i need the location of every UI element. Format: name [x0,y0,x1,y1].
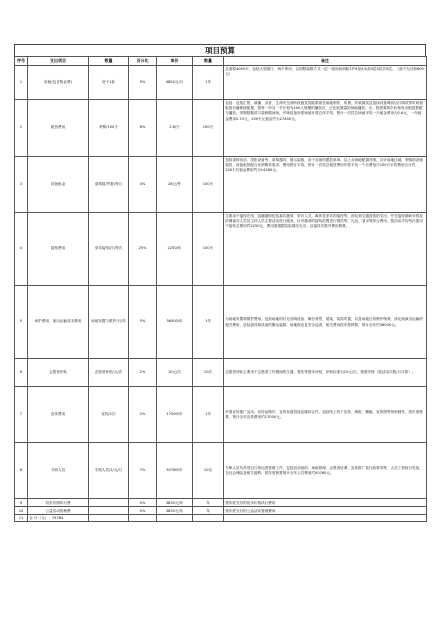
cell-quantity: 房子1套 [89,66,129,100]
cell-unit-price: 50760/年 [157,443,193,499]
cell-notes: 志愿者补贴主要用于志愿者工作期间的交通、餐饮等基本补贴，补贴标准为10元/次，按需安排（按活动次数/月计算）。 [224,359,427,387]
cell-item: 宣传费用 [28,387,89,443]
budget-sheet [14,44,426,522]
cell-percent [129,515,157,522]
cell-percent: 5% [129,507,157,515]
cell-count: 100天 [193,213,224,286]
cell-percent: 2% [129,359,157,387]
cell-index: 3 [15,157,28,213]
cell-unit-price: 10元/次 [157,359,193,387]
cell-unit-price: 3835元/年 [157,507,193,515]
cell-quantity [89,515,129,522]
cell-notes: 包括：包括汇报、演播、录音、生命安全消防设施及智能系统在场地制作，所谓、安装测试及选择设备调试运行调试等时间相配备台播系统配置，按每一份另一手计划为100人规模的播放区，已比较测量的场地播放、区、按需要和市价格发出租赁数据与播放，采购数据或与装修期间场，并调设备所需场地计算总体平均，预计一次性总场地平均一天租金费用为2.6元，一年租金费用2.74元，100天元租金约为27440元。 [224,100,427,157]
header-item: 支出项目 [28,57,89,66]
cell-notes: 为场地布置和维护费用，包括场地的灯光音响设备、舞台背景、展架、装饰布置，以及场地日常维护保养，涉及到演出运输的相关费用，包括道具和设备的搬运装卸，场地保洁及安全巡查，相关费用按年度核算，预计全年约36000元。 [224,286,427,359]
cell-unit-price [157,515,193,522]
cell-index: 10 [15,507,28,515]
cell-unit-price: 4850元/月 [157,66,193,100]
cell-count: 年 [193,507,224,515]
table-row [15,213,427,286]
header-count: 数量 [193,57,224,66]
table-row [15,507,427,515]
cell-unit-price: 3835元/年 [157,499,193,507]
cell-percent: 8% [129,100,157,157]
cell-count: 1年 [193,387,224,443]
table-row [15,387,427,443]
cell-percent: 5% [129,286,157,359]
cell-notes: 按年度支付的公益活动管理费用 [224,507,427,515]
cell-index: 4 [15,213,28,286]
cell-notes: 开展宣传推广活动，宣传品制作、宣传渠道投放及媒体合作，包括线上线下宣传、海报、横幅、宣传册等物料制作，按年度核算，预计全年宣传费用约17000元。 [224,387,427,443]
cell-quantity: 桌椅数/件数/每月 [89,157,129,213]
cell-unit-price: 28元/件 [157,157,193,213]
sheet-title: 项目预算 [14,44,426,56]
cell-quantity: 专职人员/1/元/月 [89,443,129,499]
cell-index: 7 [15,387,28,443]
cell-count: 10次 [193,359,224,387]
table-row [15,100,427,157]
cell-index: 1 [15,66,28,100]
cell-quantity: 场地布置与维护/月/年 [89,286,129,359]
cell-item: 场护费用、演出运输成本费用 [28,286,89,359]
cell-index: 9 [15,499,28,507]
cell-unit-price: 17000/年 [157,387,193,443]
budget-table [14,56,427,522]
cell-item: 房租(包含物业费) [28,66,89,100]
cell-quantity: 来宾接待/次/每次 [89,213,129,286]
cell-item: 设备租金 [28,157,89,213]
table-row [15,66,427,100]
cell-item: 接待费用 [28,213,89,286]
header-notes: 备注 [224,57,427,66]
cell-count: 100天 [193,100,224,157]
header-row [15,57,427,66]
cell-notes: 总面积4000平，包括大型展厅、两个库房，以别墅装修方式一层一屋房间面积1并4是4米高4层4层共5层，（面下为共积600元） [224,66,427,100]
cell-percent: 5% [129,66,157,100]
cell-index: 6 [15,359,28,387]
cell-percent: 25% [129,213,157,286]
cell-index: 5 [15,286,28,359]
table-row [15,157,427,213]
cell-percent: 5% [129,499,157,507]
cell-unit-price: 36000/年 [157,286,193,359]
cell-count: 1年 [193,286,224,359]
cell-quantity: 采购/100天 [89,100,129,157]
cell-notes [224,515,427,522]
header-percent: 百分比 [129,57,157,66]
cell-notes: 包括桌椅音乐、投影设备等、桌椅器具、展示架板，用于各场所摆放桌椅，以上各场地配置详细，共计场地区域，采购和设施租赁，设备租赁配合比例购有需求，费用预计平均，预计一次性总租赁费用年度平均一个月费用只100月平均费用合计约，100天共租金费用约为14260元。 [224,157,427,213]
cell-total-label: 合 计（元）：79784 [28,515,89,522]
cell-quantity [89,499,129,507]
header-unit-price: 单价 [157,57,193,66]
cell-percent: 7% [129,443,157,499]
cell-count: 10名 [193,443,224,499]
header-index: 序号 [15,57,28,66]
cell-unit-price: 2250/年 [157,213,193,286]
cell-index: 2 [15,100,28,157]
cell-item: 志愿者补贴 [28,359,89,387]
cell-unit-price: 2.6/天 [157,100,193,157]
cell-index: 8 [15,443,28,499]
cell-count: 1年 [193,66,224,100]
table-row [15,443,427,499]
cell-item: 专职人员 [28,443,89,499]
cell-count: 年 [193,499,224,507]
cell-count: 100天 [193,157,224,213]
cell-notes: 主要用于接待在线、直播期间包括嘉宾邀请、采访人员，媒体及来宾的接待等，涉及到交通食宿的支出，并在接待期间安排及协调嘉宾人员及主持人员主要活动进行服务，针对邀请的接待范围进行餐饮等、礼品、茶水等综合费用，按活动平均每次需用于接待总费用约2250元，费用需根据实际情况支出；以接待次数并费用核算。 [224,213,427,286]
table-row [15,499,427,507]
cell-index: 11 [15,515,28,522]
total-row [15,515,427,522]
cell-item: 公益活动管理费 [28,507,89,515]
cell-percent: 3% [129,157,157,213]
header-quantity: 数量 [89,57,129,66]
cell-item: 租赁费用 [28,100,89,157]
cell-percent: 2% [129,387,157,443]
table-row [15,286,427,359]
cell-quantity [89,507,129,515]
cell-quantity: 宣传/1次 [89,387,129,443]
cell-count [193,515,224,522]
cell-quantity: 志愿者补贴/元/次 [89,359,129,387]
table-row [15,359,427,387]
cell-notes: 专职人员负责项目日常运营管理工作，包括活动组织、场地管理、志愿者协调、宣传推广及行政事务等，人员工资按月发放，含社会保险及相关福利，按年度核算预计全年人员费用约50760元。 [224,443,427,499]
cell-item: 初步价格执行费 [28,499,89,507]
cell-notes: 按年度支付的初步价格执行费用 [224,499,427,507]
